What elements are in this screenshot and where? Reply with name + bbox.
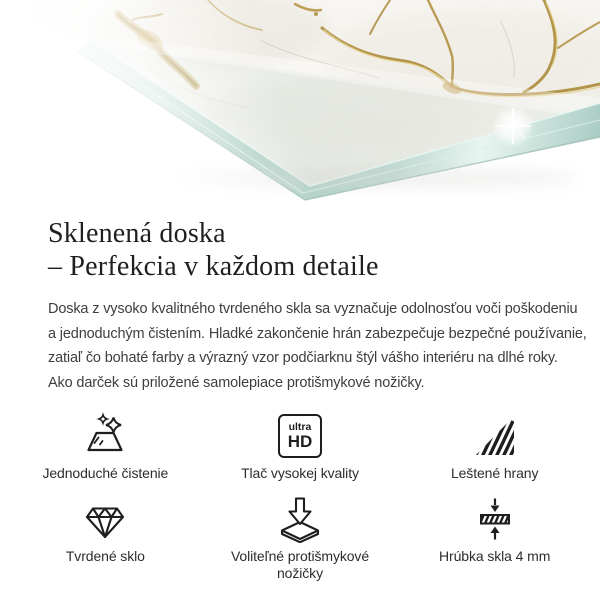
ultra-hd-icon-text-big: HD: [287, 432, 313, 451]
feature-label: Voliteľné protišmykové nožičky: [230, 548, 370, 581]
feature-tempered-glass: [8, 496, 203, 582]
feature-easy-cleaning: [8, 413, 203, 482]
feature-grid: [0, 413, 600, 582]
page-title: [48, 217, 552, 283]
feature-label: Leštené hrany: [450, 465, 539, 481]
description-line: Ako darček sú priložené samolepiace protišmykové nožičky.: [48, 374, 425, 391]
product-image: [0, 0, 600, 208]
sparkle-clean-icon: [81, 413, 129, 459]
glass-thickness-icon: [471, 496, 519, 542]
product-description: [48, 297, 587, 395]
feature-anti-slip-feet: [203, 496, 398, 582]
feature-label: Hrúbka skla 4 mm: [439, 548, 551, 564]
feature-glass-thickness: [397, 496, 592, 582]
feature-label: Tlač vysokej kvality: [241, 465, 359, 481]
glass-board-illustration: [0, 0, 600, 208]
feature-label: Tvrdené sklo: [65, 548, 145, 564]
page-title-line2: – Perfekcia v každom detaile: [48, 251, 379, 282]
ultra-hd-icon-text-small: ultra: [288, 421, 312, 433]
feature-label: Jednoduché čistenie: [42, 465, 169, 481]
ultra-hd-icon: [278, 413, 322, 459]
page-title-line1: Sklenená doska: [48, 218, 226, 249]
product-description-section: [0, 217, 600, 395]
polished-edges-icon: [471, 413, 519, 459]
feature-polished-edges: [397, 413, 592, 482]
diamond-icon: [81, 496, 129, 542]
description-line: Doska z vysoko kvalitného tvrdeného skla sa vyznačuje odolnosťou voči poškodeniu: [48, 301, 578, 317]
anti-slip-feet-icon: [276, 496, 324, 542]
feature-print-quality: [203, 413, 398, 482]
description-line: zatiaľ čo bohaté farby a výrazný vzor podčiarknu štýl vášho interiéru na dlhé roky.: [48, 350, 558, 366]
description-line: a jednoduchým čistením. Hladké zakončenie hrán zabezpečuje bezpečné používanie,: [48, 325, 587, 342]
